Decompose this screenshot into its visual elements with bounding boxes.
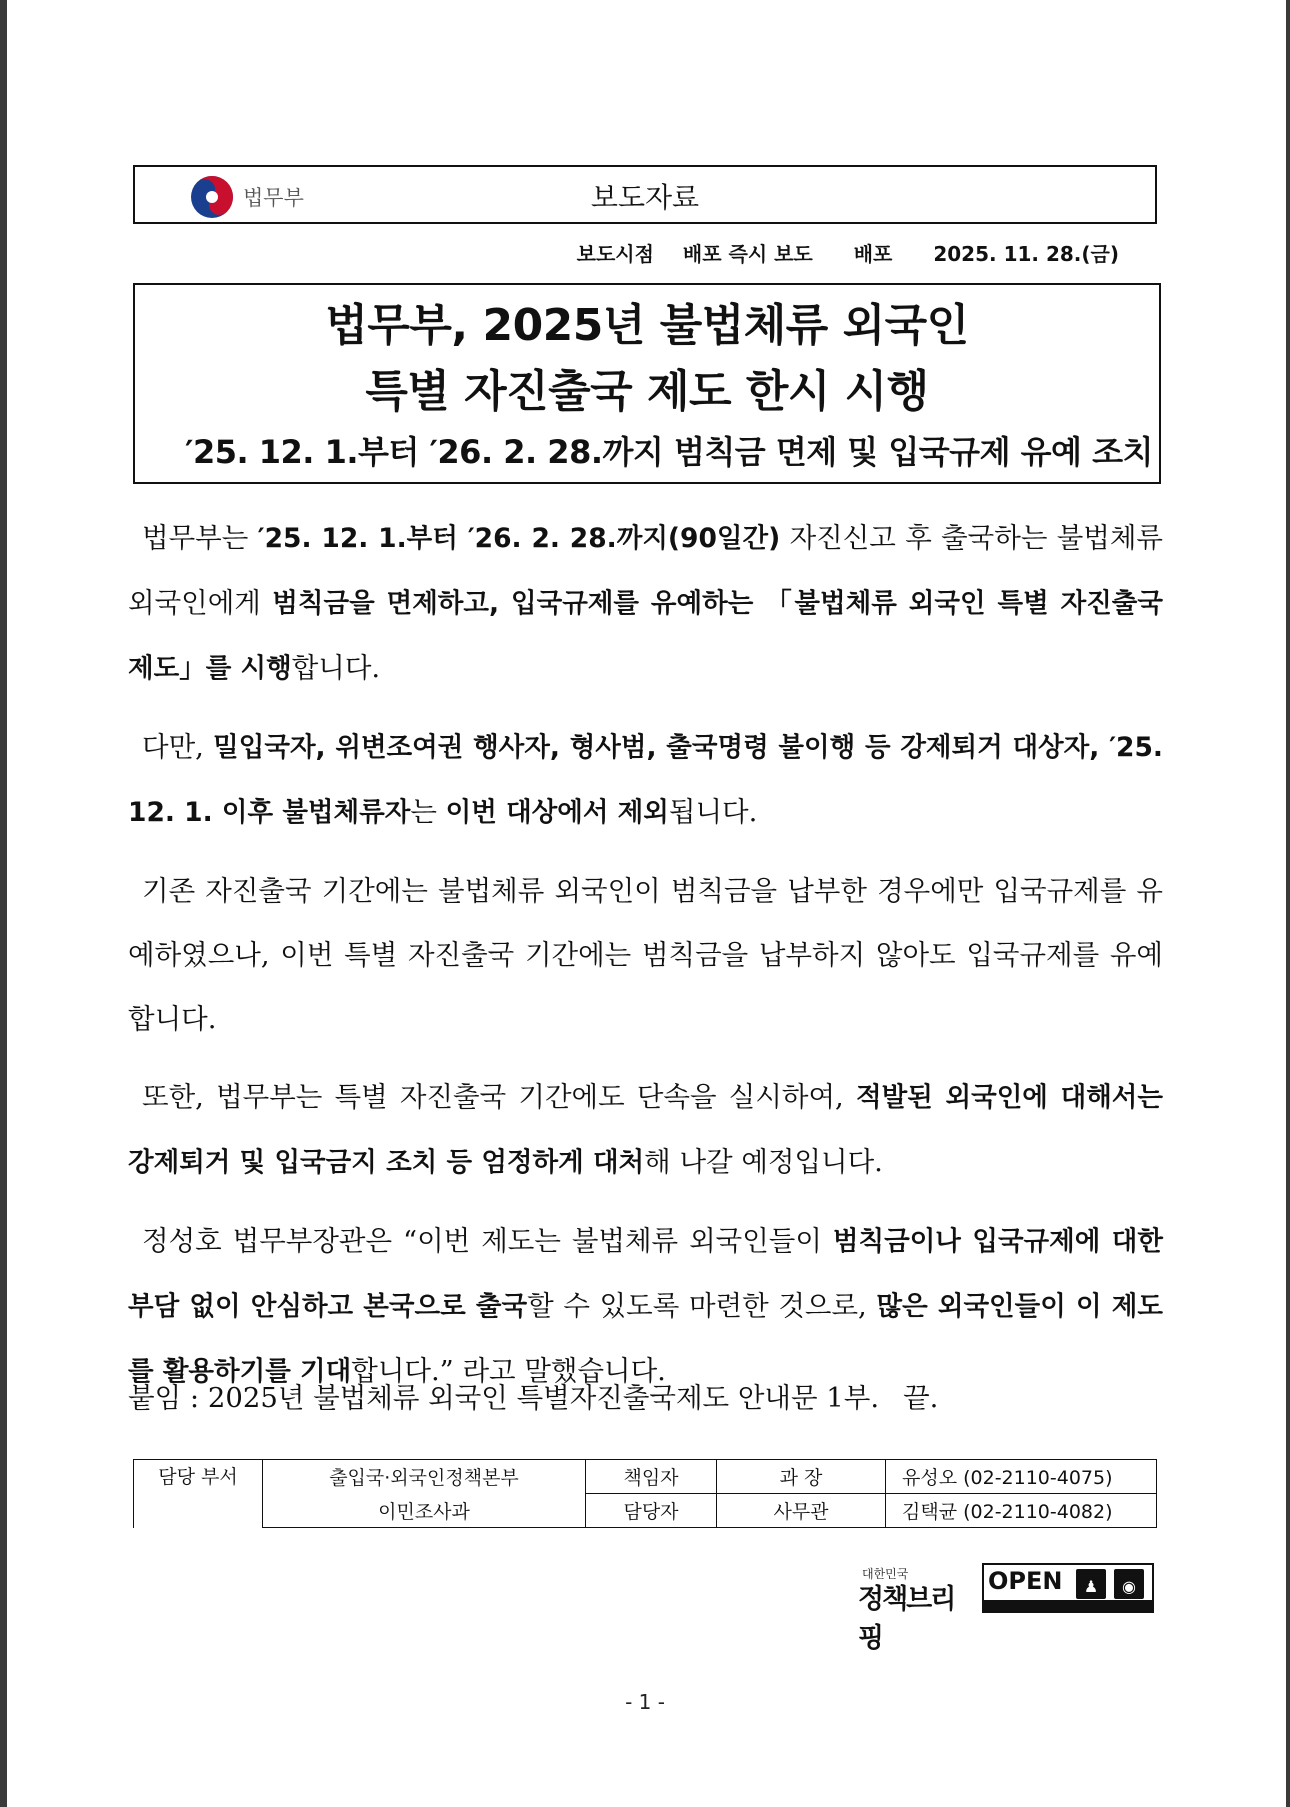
paragraph-text: 기존 자진출국 기간에는 불법체류 외국인이 범칙금을 납부한 경우에만 입국규제를 유예하였으나, 이번 특별 자진출국 기간에는 범칙금을 납부하지 않아도 입국규제를 유예합니다. bbox=[128, 875, 1163, 1035]
paragraph-text: 는 bbox=[410, 796, 446, 828]
distribution-label: 배포 bbox=[853, 242, 893, 266]
paragraph-4 bbox=[128, 1065, 1163, 1195]
paragraph-text: 다만, bbox=[142, 731, 214, 763]
paragraph-emphasis: 이번 대상에서 제외 bbox=[445, 797, 669, 828]
commercial-use-icon: ◉ bbox=[1114, 1569, 1144, 1599]
open-license-badge bbox=[982, 1563, 1154, 1613]
paragraph-emphasis: 적발된 외국인에 대해서는 강제퇴거 및 입국금지 조치 등 엄정하게 대처 bbox=[128, 1082, 1163, 1178]
division-name-cell: 이민조사과 bbox=[263, 1494, 586, 1528]
viewer-frame-left bbox=[0, 0, 7, 1807]
paragraph-text: 할 수 있도록 마련한 것으로, bbox=[527, 1290, 877, 1322]
paragraph-emphasis: 밀입국자, 위변조여권 행사자, 형사범, 출국명령 불이행 등 강제퇴거 대상자, ′25. 12. 1. 이후 불법체류자 bbox=[128, 732, 1163, 828]
paragraph-text: 법무부는 bbox=[142, 522, 258, 554]
paragraph-2 bbox=[128, 715, 1163, 845]
paragraph-emphasis: ′25. 12. 1.부터 ′26. 2. 28.까지(90일간) bbox=[257, 523, 781, 554]
contact-name-cell: 유성오 (02-2110-4075) bbox=[886, 1460, 1157, 1494]
paragraph-text: 합니다.” 라고 말했습니다. bbox=[351, 1355, 666, 1387]
contact-table bbox=[133, 1459, 1157, 1528]
attachment-line bbox=[128, 1375, 938, 1415]
table-row bbox=[134, 1494, 1157, 1528]
dept-label-cell: 담당 부서 bbox=[134, 1460, 263, 1528]
role-cell: 담당자 bbox=[586, 1494, 717, 1528]
paragraph-emphasis: 많은 외국인들이 이 제도를 활용하기를 기대 bbox=[128, 1291, 1163, 1387]
attribution-icon: ♟ bbox=[1076, 1569, 1106, 1599]
attachment-end-mark: 끝. bbox=[903, 1382, 939, 1414]
press-release-title: 보도자료 bbox=[590, 181, 700, 214]
viewer-frame-right bbox=[1286, 0, 1290, 1807]
ministry-logo-text: 법무부 bbox=[243, 186, 304, 210]
release-timing-value: 배포 즉시 보도 bbox=[682, 242, 813, 266]
release-date: 2025. 11. 28.(금) bbox=[933, 242, 1119, 266]
page-number: - 1 - bbox=[625, 1690, 665, 1714]
headline-box bbox=[133, 283, 1161, 484]
license-strip bbox=[984, 1600, 1152, 1611]
org-name-cell: 출입국·외국인정책본부 bbox=[263, 1460, 586, 1494]
role-cell: 책임자 bbox=[586, 1460, 717, 1494]
paragraph-text: 자진신고 후 출국하는 불법체류 외국인에게 bbox=[128, 522, 1163, 619]
attachment-text: 붙임 : 2025년 불법체류 외국인 특별자진출국제도 안내문 1부. bbox=[128, 1382, 880, 1414]
paragraph-text: 합니다. bbox=[291, 652, 381, 684]
paragraph-text: 정성호 법무부장관은 “이번 제도는 불법체류 외국인들이 bbox=[142, 1225, 833, 1257]
article-body bbox=[128, 506, 1163, 1418]
release-timing-label: 보도시점 bbox=[576, 242, 654, 266]
release-timing-line bbox=[133, 238, 1157, 267]
briefing-logo-text: 정책브리핑 bbox=[858, 1584, 955, 1654]
contact-name-cell: 김택균 (02-2110-4082) bbox=[886, 1494, 1157, 1528]
paragraph-3 bbox=[128, 859, 1163, 1051]
open-license-label: OPEN bbox=[988, 1567, 1063, 1595]
paragraph-1 bbox=[128, 506, 1163, 701]
headline-subtitle: ′25. 12. 1.부터 ′26. 2. 28.까지 범칙금 면제 및 입국규제 유예 조치 bbox=[185, 433, 1153, 471]
paragraph-text: 또한, 법무부는 특별 자진출국 기간에도 단속을 실시하여, bbox=[142, 1081, 856, 1113]
paragraph-emphasis: 범칙금을 면제하고, 입국규제를 유예하는 「불법체류 외국인 특별 자진출국 제도」를 시행 bbox=[128, 588, 1163, 684]
policy-briefing-logo bbox=[858, 1565, 978, 1654]
paragraph-text: 됩니다. bbox=[668, 796, 758, 828]
table-row bbox=[134, 1460, 1157, 1494]
headline-line-1: 법무부, 2025년 불법체류 외국인 bbox=[325, 300, 969, 351]
headline-line-2: 특별 자진출국 제도 한시 시행 bbox=[365, 366, 929, 417]
paragraph-text: 해 나갈 예정입니다. bbox=[644, 1146, 883, 1178]
paragraph-emphasis: 범칙금이나 입국규제에 대한 부담 없이 안심하고 본국으로 출국 bbox=[128, 1226, 1163, 1322]
briefing-logo-small-text: 대한민국 bbox=[862, 1567, 909, 1581]
title-cell: 과 장 bbox=[717, 1460, 886, 1494]
press-release-header bbox=[133, 165, 1157, 224]
title-cell: 사무관 bbox=[717, 1494, 886, 1528]
